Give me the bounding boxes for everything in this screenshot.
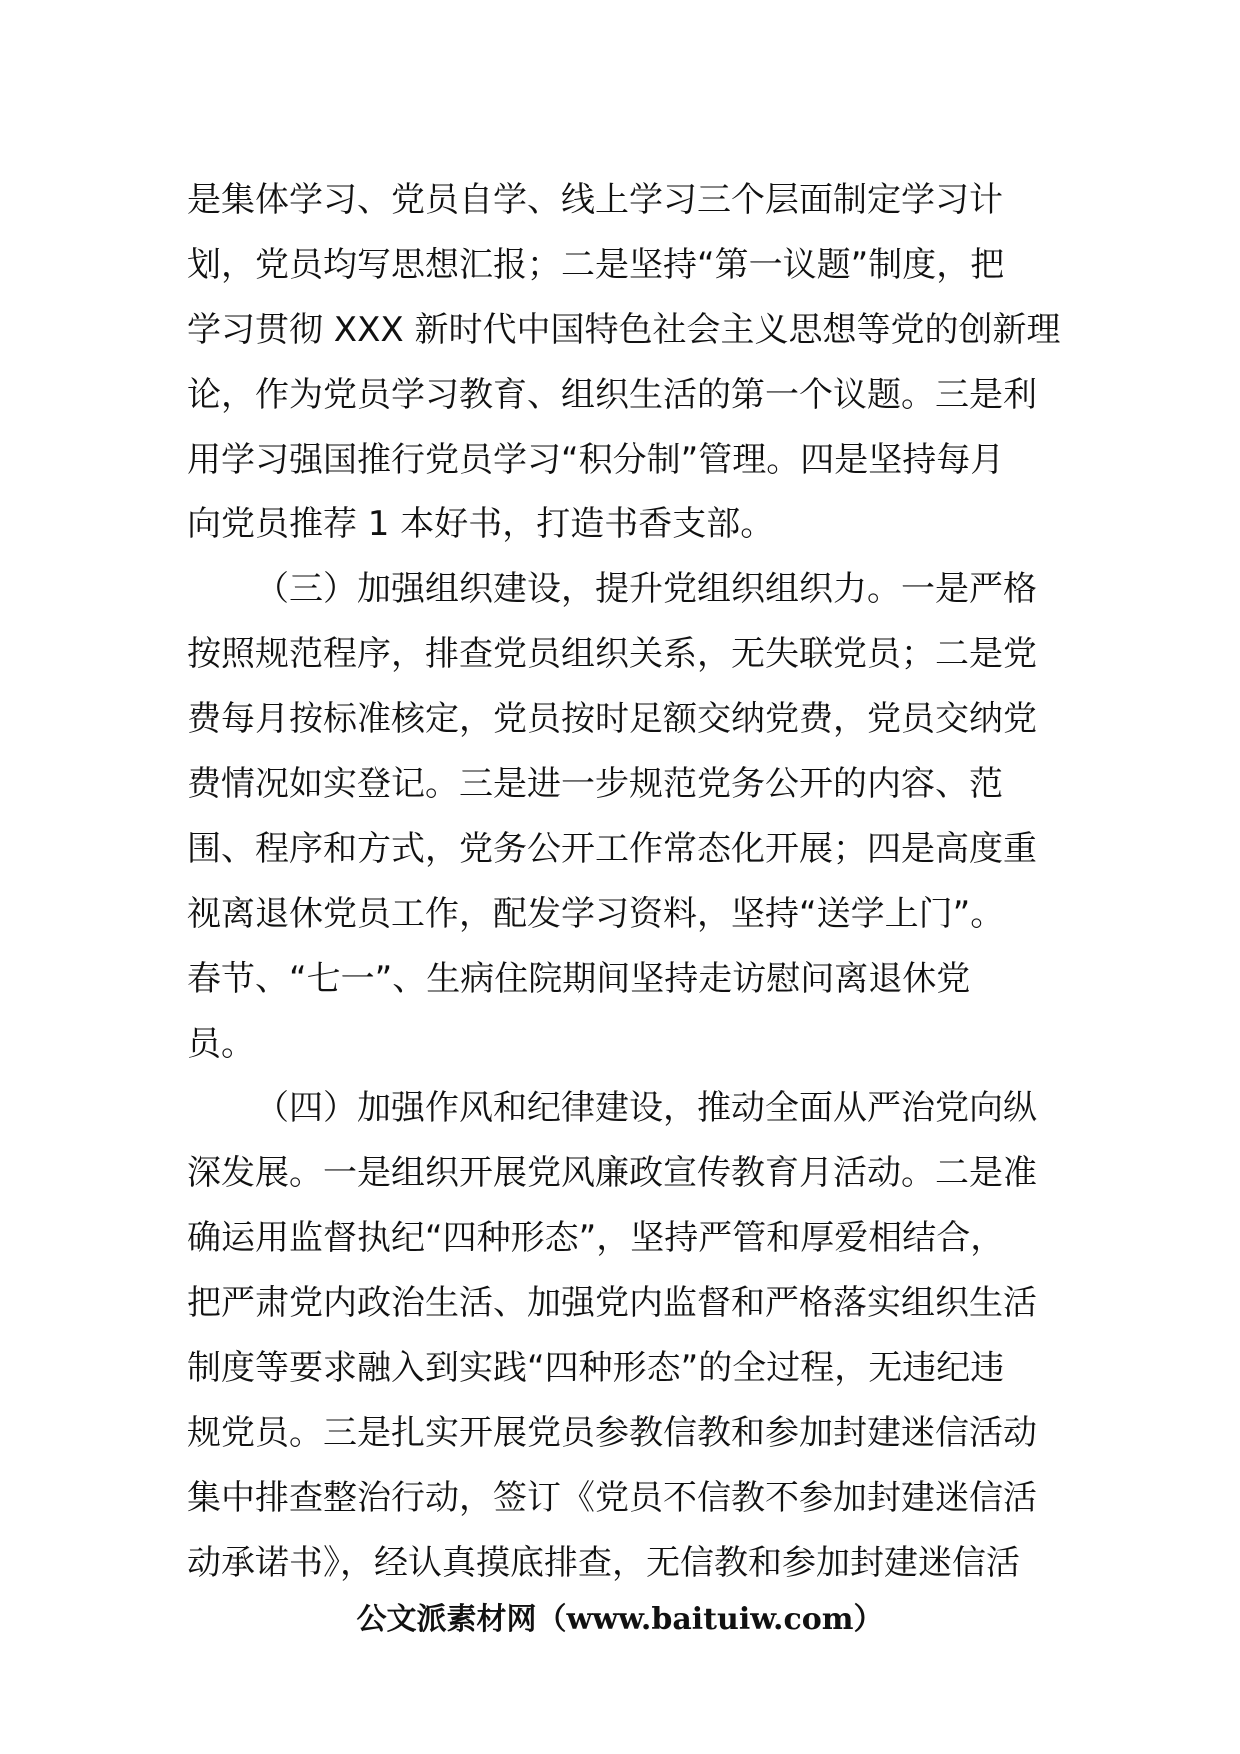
text-line: 规党员。三是扎实开展党员参教信教和参加封建迷信活动 bbox=[187, 1412, 1037, 1453]
text-line: 把严肃党内政治生活、加强党内监督和严格落实组织生活 bbox=[187, 1283, 1037, 1324]
section-heading-line: （三）加强组织建设，提升党组织组织力。一是严格 bbox=[255, 569, 1037, 610]
text-line: 是集体学习、党员自学、线上学习三个层面制定学习计 bbox=[187, 180, 1003, 220]
text-line: 学习贯彻 XXX 新时代中国特色社会主义思想等党的创新理 bbox=[187, 309, 1061, 350]
text-line: 论，作为党员学习教育、组织生活的第一个议题。三是利 bbox=[187, 374, 1037, 415]
footer-watermark: 公文派素材网（www.baituiw.com） bbox=[356, 1602, 884, 1637]
text-line: 深发展。一是组织开展党风廉政宣传教育月活动。二是准 bbox=[187, 1153, 1037, 1194]
document-body bbox=[187, 168, 1061, 1596]
text-line: 费情况如实登记。三是进一步规范党务公开的内容、范 bbox=[187, 764, 1003, 805]
text-line: 围、程序和方式，党务公开工作常态化开展；四是高度重 bbox=[187, 828, 1037, 869]
text-line: 用学习强国推行党员学习“积分制”管理。四是坚持每月 bbox=[187, 439, 1005, 480]
text-line: 春节、“七一”、生病住院期间坚持走访慰问离退休党 bbox=[187, 958, 971, 999]
text-line: 员。 bbox=[187, 1023, 255, 1064]
text-line: 按照规范程序，排查党员组织关系，无失联党员；二是党 bbox=[187, 634, 1037, 675]
text-line: 动承诺书》，经认真摸底排查，无信教和参加封建迷信活 bbox=[187, 1542, 1020, 1583]
section-heading-line: （四）加强作风和纪律建设，推动全面从严治党向纵 bbox=[255, 1088, 1037, 1129]
text-line: 费每月按标准核定，党员按时足额交纳党费，党员交纳党 bbox=[187, 699, 1037, 740]
text-line: 视离退休党员工作，配发学习资料，坚持“送学上门”。 bbox=[187, 893, 1005, 934]
text-line: 集中排查整治行动，签订《党员不信教不参加封建迷信活 bbox=[187, 1477, 1037, 1518]
text-line: 制度等要求融入到实践“四种形态”的全过程，无违纪违 bbox=[187, 1348, 1005, 1389]
text-line: 确运用监督执纪“四种形态”，坚持严管和厚爱相结合， bbox=[187, 1218, 1005, 1259]
text-line: 向党员推荐 1 本好书，打造书香支部。 bbox=[187, 504, 775, 545]
text-line: 划，党员均写思想汇报；二是坚持“第一议题”制度，把 bbox=[187, 244, 1005, 285]
